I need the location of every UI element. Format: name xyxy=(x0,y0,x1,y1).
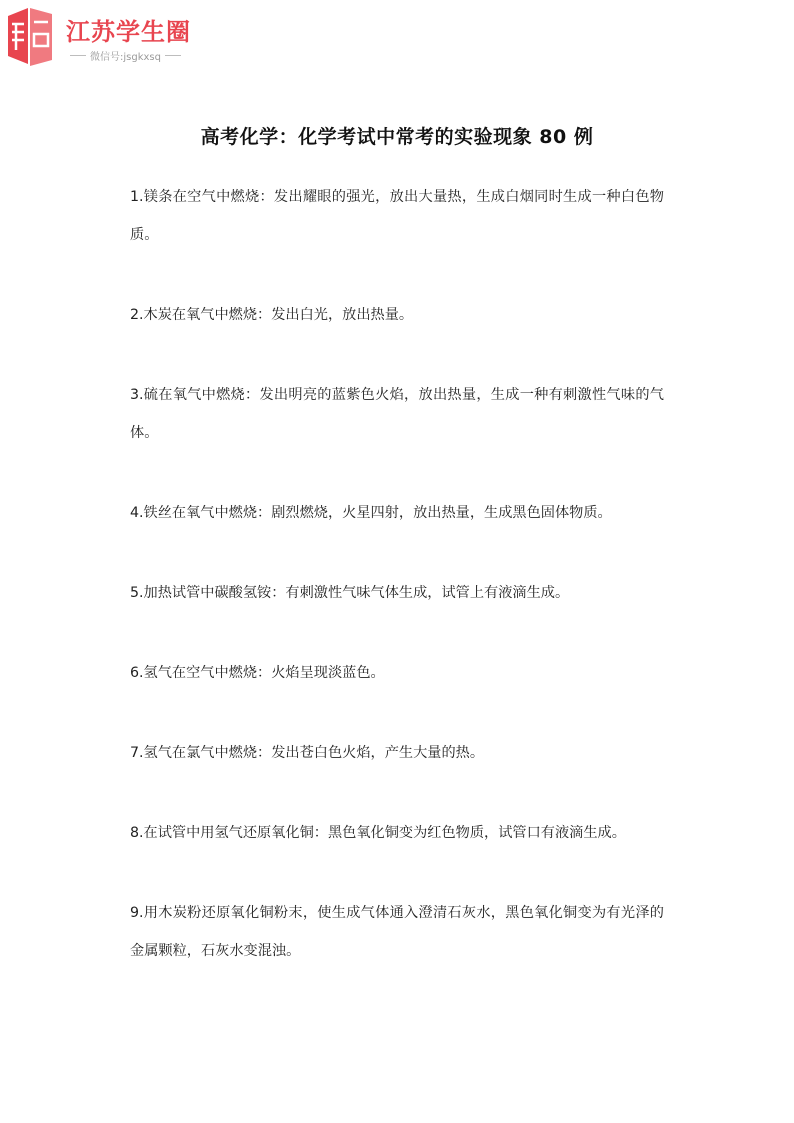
list-item: 1.镁条在空气中燃烧：发出耀眼的强光，放出大量热，生成白烟同时生成一种白色物质。 xyxy=(130,189,664,243)
list-item: 3.硫在氧气中燃烧：发出明亮的蓝紫色火焰，放出热量，生成一种有刺激性气味的气体。 xyxy=(130,387,664,441)
list-item: 9.用木炭粉还原氧化铜粉末，使生成气体通入澄清石灰水，黑色氧化铜变为有光泽的金属颗粒，石灰水变混浊。 xyxy=(130,905,664,959)
brand-logo xyxy=(4,6,204,70)
jsxsq-logo-icon xyxy=(4,6,56,68)
list-item: 7.氢气在氯气中燃烧：发出苍白色火焰，产生大量的热。 xyxy=(130,745,485,761)
list-item: 5.加热试管中碳酸氢铵：有刺激性气味气体生成，试管上有液滴生成。 xyxy=(130,585,570,601)
list-item: 2.木炭在氧气中燃烧：发出白光，放出热量。 xyxy=(130,307,414,323)
divider-line xyxy=(165,55,181,56)
divider-line xyxy=(70,55,86,56)
wechat-id-text: 微信号:jsgkxsq xyxy=(90,52,161,63)
brand-name: 江苏学生圈 xyxy=(66,18,191,46)
list-item: 6.氢气在空气中燃烧：火焰呈现淡蓝色。 xyxy=(130,665,385,681)
document-body xyxy=(130,178,664,970)
document-title: 高考化学：化学考试中常考的实验现象 80 例 xyxy=(200,126,594,148)
list-item: 8.在试管中用氢气还原氧化铜：黑色氧化铜变为红色物质，试管口有液滴生成。 xyxy=(130,825,626,841)
list-item: 4.铁丝在氧气中燃烧：剧烈燃烧，火星四射，放出热量，生成黑色固体物质。 xyxy=(130,505,612,521)
brand-wechat-id xyxy=(66,48,185,63)
